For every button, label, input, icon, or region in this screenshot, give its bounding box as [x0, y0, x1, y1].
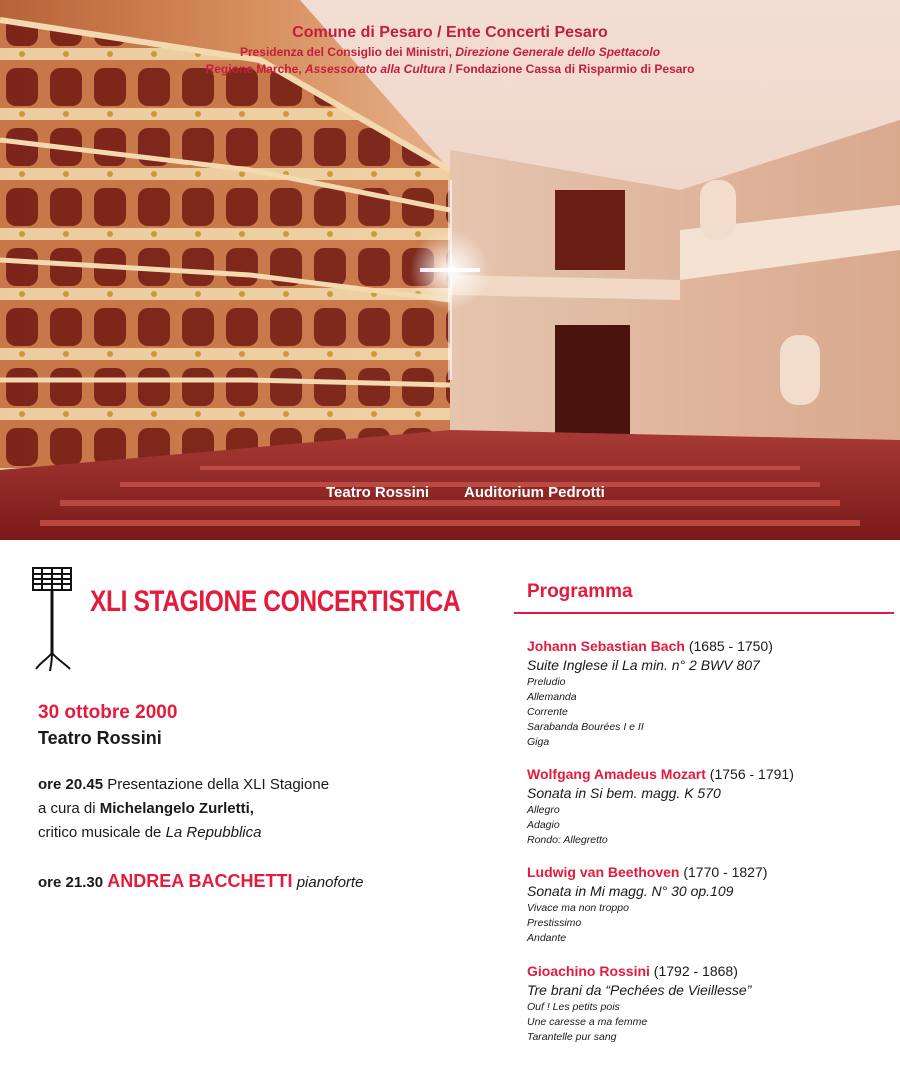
music-stand-icon — [30, 565, 80, 675]
sponsors-line-2 — [0, 44, 900, 61]
programme-work — [527, 637, 887, 750]
presentation-text: Presentazione della XLI Stagione — [107, 776, 330, 793]
movement: Prestissimo — [527, 917, 582, 929]
composer-name: Wolfgang Amadeus Mozart — [527, 766, 706, 782]
work-heading — [527, 765, 887, 784]
piece-title: Sonata in Si bem. magg. K 570 — [527, 785, 721, 801]
piece-title: Sonata in Mi magg. N° 30 op.109 — [527, 883, 734, 899]
composer-dates: (1770 - 1827) — [683, 864, 768, 880]
programme-work — [527, 765, 887, 848]
composer-dates: (1756 - 1791) — [709, 766, 794, 782]
programme-divider — [514, 612, 894, 614]
movement: Une caresse a ma femme — [527, 1016, 648, 1028]
programme-title: Programma — [527, 581, 633, 602]
movement: Vivace ma non troppo — [527, 902, 629, 914]
work-heading — [527, 637, 887, 656]
role-prefix: critico musicale de — [38, 824, 162, 841]
programme-work — [527, 962, 887, 1045]
movement: Andante — [527, 932, 567, 944]
movement: Preludio — [527, 676, 566, 688]
composer-name: Johann Sebastian Bach — [527, 638, 685, 654]
work-heading — [527, 863, 887, 882]
work-heading — [527, 962, 887, 981]
sponsor-presidenza: Presidenza del Consiglio dei Ministri, — [239, 45, 452, 59]
movement: Adagio — [527, 819, 560, 831]
composer-dates: (1685 - 1750) — [688, 638, 773, 654]
sponsors-block — [0, 22, 900, 78]
venue-caption-pedrotti: Auditorium Pedrotti — [464, 484, 605, 501]
movement: Allegro — [527, 804, 560, 816]
sponsors-line-1: Comune di Pesaro / Ente Concerti Pesaro — [292, 24, 608, 41]
movement: Corrente — [527, 706, 568, 718]
concert-time: ore 21.30 — [38, 874, 104, 891]
presentation-time: ore 20.45 — [38, 776, 104, 793]
sponsors-line-3 — [0, 61, 900, 78]
movement: Sarabanda Bourées I e II — [527, 721, 644, 733]
composer-name: Ludwig van Beethoven — [527, 864, 680, 880]
movement: Giga — [527, 736, 550, 748]
movement: Ouf ! Les petits pois — [527, 1001, 620, 1013]
piece-title: Suite Inglese il La min. n° 2 BWV 807 — [527, 657, 760, 673]
event-venue: Teatro Rossini — [38, 728, 162, 748]
curated-prefix: a cura di — [38, 800, 96, 817]
sponsor-assessorato: Assessorato alla Cultura — [304, 62, 446, 76]
newspaper-name: La Repubblica — [165, 824, 262, 841]
presentation-line-3 — [38, 821, 329, 845]
piece-title: Tre brani da “Pechées de Vieillesse” — [527, 982, 752, 998]
movement: Tarantelle pur sang — [527, 1031, 617, 1043]
presentation-block — [38, 773, 329, 845]
programme-work — [527, 863, 887, 946]
concert-block — [38, 869, 363, 895]
curator-name: Michelangelo Zurletti, — [99, 800, 254, 817]
artist-instrument: pianoforte — [296, 874, 364, 891]
composer-name: Gioachino Rossini — [527, 963, 650, 979]
artist-name: ANDREA BACCHETTI — [107, 871, 293, 891]
movement: Rondo: Allegretto — [527, 834, 608, 846]
presentation-line-1 — [38, 773, 329, 797]
event-date: 30 ottobre 2000 — [38, 702, 178, 723]
sponsor-fondazione: / Fondazione Cassa di Risparmio di Pesaro — [449, 62, 695, 76]
venue-caption-rossini: Teatro Rossini — [326, 484, 430, 501]
sponsor-direzione: Direzione Generale dello Spettacolo — [455, 45, 661, 59]
sponsor-regione: Regione Marche, — [205, 62, 302, 76]
movement: Allemanda — [527, 691, 577, 703]
composer-dates: (1792 - 1868) — [653, 963, 738, 979]
season-title: XLI STAGIONE CONCERTISTICA — [90, 585, 461, 618]
presentation-line-2 — [38, 797, 329, 821]
